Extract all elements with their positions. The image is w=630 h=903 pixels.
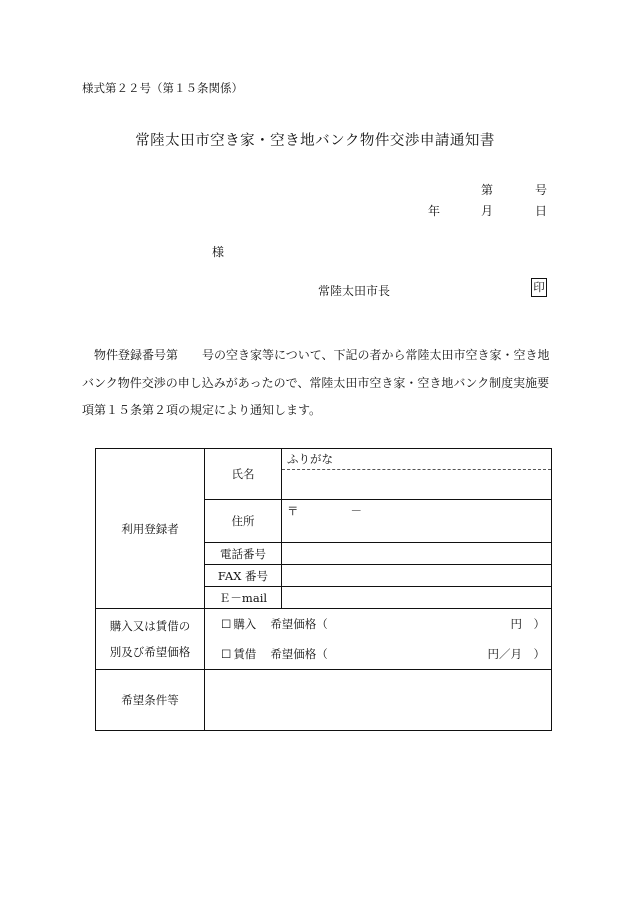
purchase-price-label: 希望価格（ [270, 617, 328, 631]
fax-label: FAX 番号 [205, 565, 282, 587]
rent-label: 賃借 [233, 647, 257, 661]
price-options [205, 609, 552, 670]
rent-option[interactable] [205, 639, 551, 669]
sender-name: 常陸太田市長 [318, 284, 391, 298]
email-label: Ｅ－mail [205, 587, 282, 609]
phone-label: 電話番号 [205, 543, 282, 565]
purchase-checkbox[interactable]: ☐ [221, 617, 232, 631]
postal-dash: － [350, 504, 362, 518]
body-paragraph: 物件登録番号第 号の空き家等について、下記の者から常陸太田市空き家・空き地バンク物件交渉の申し込みがあったので、常陸太田市空き家・空き地バンク制度実施要項第１５条第２項の規定により通知します。 [82, 348, 550, 417]
furigana-field[interactable] [282, 449, 552, 470]
doc-number-suffix: 号 [535, 183, 548, 197]
furigana-label: ふりがな [287, 452, 333, 466]
purchase-label: 購入 [233, 617, 257, 631]
rent-price-label: 希望価格（ [270, 647, 328, 661]
price-label-line1: 購入又は賃借の [109, 619, 191, 633]
postal-mark: 〒 [287, 504, 299, 518]
date-month: 月 [481, 204, 494, 218]
date-year: 年 [428, 204, 441, 218]
purchase-option[interactable] [205, 609, 551, 639]
conditions-field[interactable] [205, 670, 552, 731]
price-label-line2: 別及び希望価格 [109, 645, 191, 659]
rent-checkbox[interactable]: ☐ [221, 647, 232, 661]
form-number: 様式第２２号（第１５条関係） [82, 81, 243, 95]
conditions-label: 希望条件等 [96, 670, 205, 731]
price-label [96, 609, 205, 670]
date-day: 日 [535, 204, 548, 218]
fax-field[interactable] [282, 565, 552, 587]
doc-number-prefix: 第 [481, 183, 494, 197]
email-field[interactable] [282, 587, 552, 609]
purchase-price-unit: 円 ） [510, 617, 545, 631]
address-label: 住所 [205, 500, 282, 543]
name-label: 氏名 [205, 449, 282, 500]
address-field[interactable] [282, 500, 552, 543]
phone-field[interactable] [282, 543, 552, 565]
name-field[interactable] [282, 470, 552, 500]
application-table [95, 448, 552, 731]
rent-price-unit: 円／月 ） [487, 647, 545, 661]
document-title: 常陸太田市空き家・空き地バンク物件交渉申請通知書 [135, 133, 495, 149]
seal-stamp: 印 [531, 278, 547, 297]
addressee-honorific: 様 [212, 245, 225, 259]
applicant-label: 利用登録者 [96, 449, 205, 609]
